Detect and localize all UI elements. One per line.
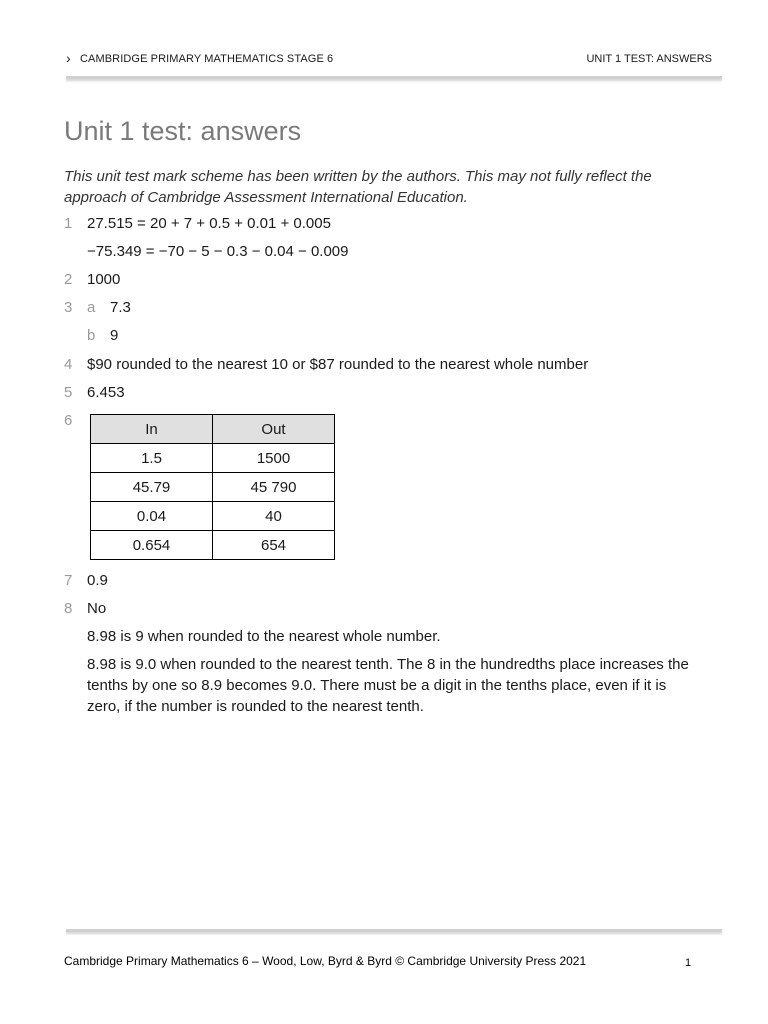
table-cell: 1.5 [91,444,213,473]
sub-question-label: a [87,299,96,316]
table-cell: 45.79 [91,473,213,502]
question-number: 4 [64,356,73,373]
table-row [91,444,335,473]
header-series-title: CAMBRIDGE PRIMARY MATHEMATICS STAGE 6 [80,53,334,65]
table-row [91,473,335,502]
question-number: 6 [64,412,73,429]
footer-divider [66,929,722,932]
answer-text: 9 [110,327,119,344]
table-cell: 45 790 [213,473,335,502]
header-section-title: UNIT 1 TEST: ANSWERS [586,53,712,65]
sub-question-label: b [87,327,96,344]
question-number: 8 [64,600,73,617]
answer-text: 7.3 [110,299,131,316]
table-cell: 40 [213,502,335,531]
table-row [91,531,335,560]
table-cell: 0.654 [91,531,213,560]
chevron-right-icon: › [66,50,71,66]
answer-explanation: 8.98 is 9 when rounded to the nearest whole number. [87,628,441,645]
answer-text: No [87,600,107,617]
answer-text: 1000 [87,271,121,288]
question-number: 3 [64,299,73,316]
table-cell: 654 [213,531,335,560]
page-header [64,52,714,68]
footer-credit: Cambridge Primary Mathematics 6 – Wood, Low, Byrd & Byrd © Cambridge University Press 2021 [64,954,587,968]
question-number: 5 [64,384,73,401]
question-number: 7 [64,572,73,589]
intro-note: This unit test mark scheme has been written by the authors. This may not fully reflect the approach of Cambridge Assessment International Education. [64,168,652,206]
table-row [91,502,335,531]
table-header-row [91,415,335,444]
answer-explanation: 8.98 is 9.0 when rounded to the nearest tenth. The 8 in the hundredths place increases the tenths by one so 8.9 becomes 9.0. There must be a digit in the tenths place, even if it is zero, if the number is rounded to the nearest tenth. [87,656,689,715]
column-header: In [91,415,213,444]
page-title: Unit 1 test: answers [64,116,302,146]
answer-text: −75.349 = −70 − 5 − 0.3 − 0.04 − 0.009 [87,243,349,260]
question-number: 1 [64,215,73,232]
page-number: 1 [685,957,692,969]
table-cell: 0.04 [91,502,213,531]
answer-text: 27.515 = 20 + 7 + 0.5 + 0.01 + 0.005 [87,215,331,232]
answer-text: $90 rounded to the nearest 10 or $87 rounded to the nearest whole number [87,356,589,373]
answer-text: 6.453 [87,384,125,401]
table-cell: 1500 [213,444,335,473]
in-out-table [90,414,335,560]
header-divider [66,76,722,79]
column-header: Out [213,415,335,444]
answer-text: 0.9 [87,572,108,589]
question-number: 2 [64,271,73,288]
